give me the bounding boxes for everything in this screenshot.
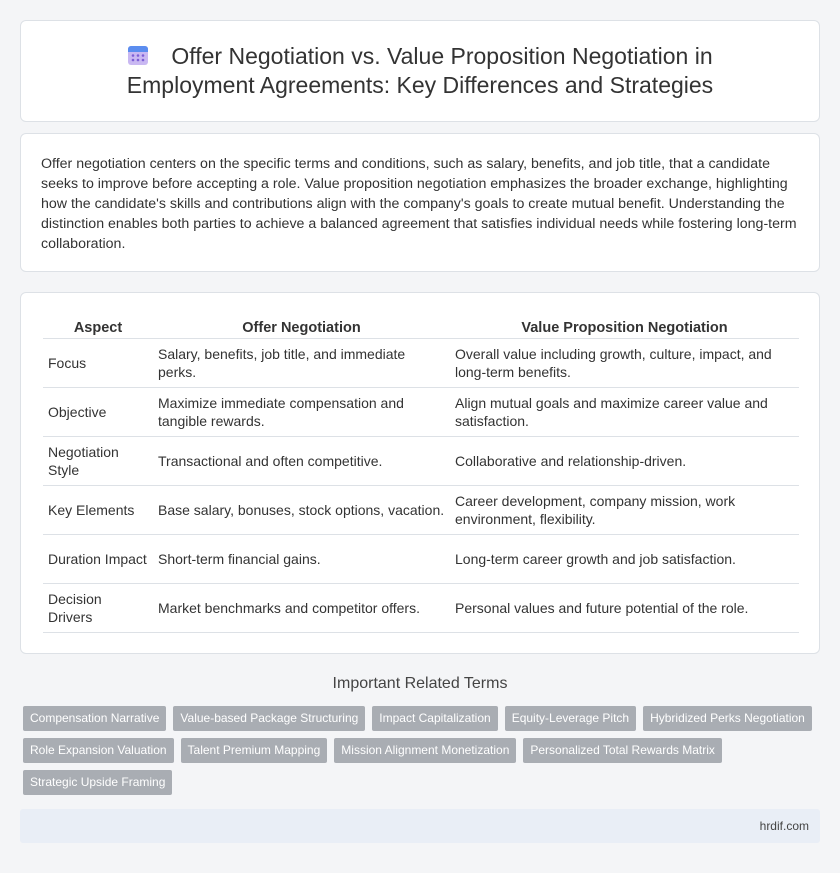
table-row [43,437,799,486]
header-aspect: Aspect [43,311,153,339]
header-value-proposition-negotiation: Value Proposition Negotiation [450,311,799,339]
comparison-table-card [20,292,820,654]
intro-card [20,133,820,272]
row-value: Long-term career growth and job satisfaction. [450,535,799,584]
table-row [43,339,799,388]
row-aspect: Negotiation Style [43,437,153,486]
row-aspect: Decision Drivers [43,584,153,633]
row-aspect: Key Elements [43,486,153,535]
row-aspect: Objective [43,388,153,437]
row-value: Align mutual goals and maximize career value and satisfaction. [450,388,799,437]
table-row [43,584,799,633]
comparison-table [43,311,799,633]
row-offer: Transactional and often competitive. [153,437,450,486]
page-title-text: Offer Negotiation vs. Value Proposition Negotiation in Employment Agreements: Key Differences and Strategies [126,43,714,98]
calendar-grid-icon [127,44,149,66]
related-term-tag[interactable]: Hybridized Perks Negotiation [643,706,812,731]
page-title [70,42,770,100]
table-header-row [43,311,799,339]
row-offer: Market benchmarks and competitor offers. [153,584,450,633]
row-value: Career development, company mission, work environment, flexibility. [450,486,799,535]
footer-site-link[interactable]: hrdif.com [759,819,809,833]
table-row [43,535,799,584]
related-term-tag[interactable]: Personalized Total Rewards Matrix [523,738,722,763]
row-offer: Short-term financial gains. [153,535,450,584]
table-row [43,388,799,437]
intro-paragraph: Offer negotiation centers on the specific terms and conditions, such as salary, benefits, and job title, that a candidate seeks to improve before accepting a role. Value proposition negotiation emphasizes the broader exchange, highlighting how the candidate's skills and contributions align with the company's goals to create mutual benefit. Understanding the distinction enables both parties to achieve a balanced agreement that satisfies individual needs while fostering long-term collaboration. [41,156,797,252]
footer-bar [20,809,820,843]
row-aspect: Duration Impact [43,535,153,584]
row-offer: Base salary, bonuses, stock options, vacation. [153,486,450,535]
row-offer: Maximize immediate compensation and tangible rewards. [153,388,450,437]
header-offer-negotiation: Offer Negotiation [153,311,450,339]
row-offer: Salary, benefits, job title, and immediate perks. [153,339,450,388]
title-card [20,20,820,122]
related-term-tag[interactable]: Compensation Narrative [23,706,166,731]
row-value: Personal values and future potential of the role. [450,584,799,633]
related-terms-list [23,706,823,802]
related-term-tag[interactable]: Strategic Upside Framing [23,770,172,795]
table-row [43,486,799,535]
related-term-tag[interactable]: Talent Premium Mapping [181,738,328,763]
related-term-tag[interactable]: Role Expansion Valuation [23,738,174,763]
row-aspect: Focus [43,339,153,388]
related-term-tag[interactable]: Mission Alignment Monetization [334,738,516,763]
related-term-tag[interactable]: Value-based Package Structuring [173,706,365,731]
row-value: Collaborative and relationship-driven. [450,437,799,486]
row-value: Overall value including growth, culture, impact, and long-term benefits. [450,339,799,388]
related-terms-heading: Important Related Terms [332,675,508,692]
related-term-tag[interactable]: Equity-Leverage Pitch [505,706,636,731]
related-term-tag[interactable]: Impact Capitalization [372,706,497,731]
